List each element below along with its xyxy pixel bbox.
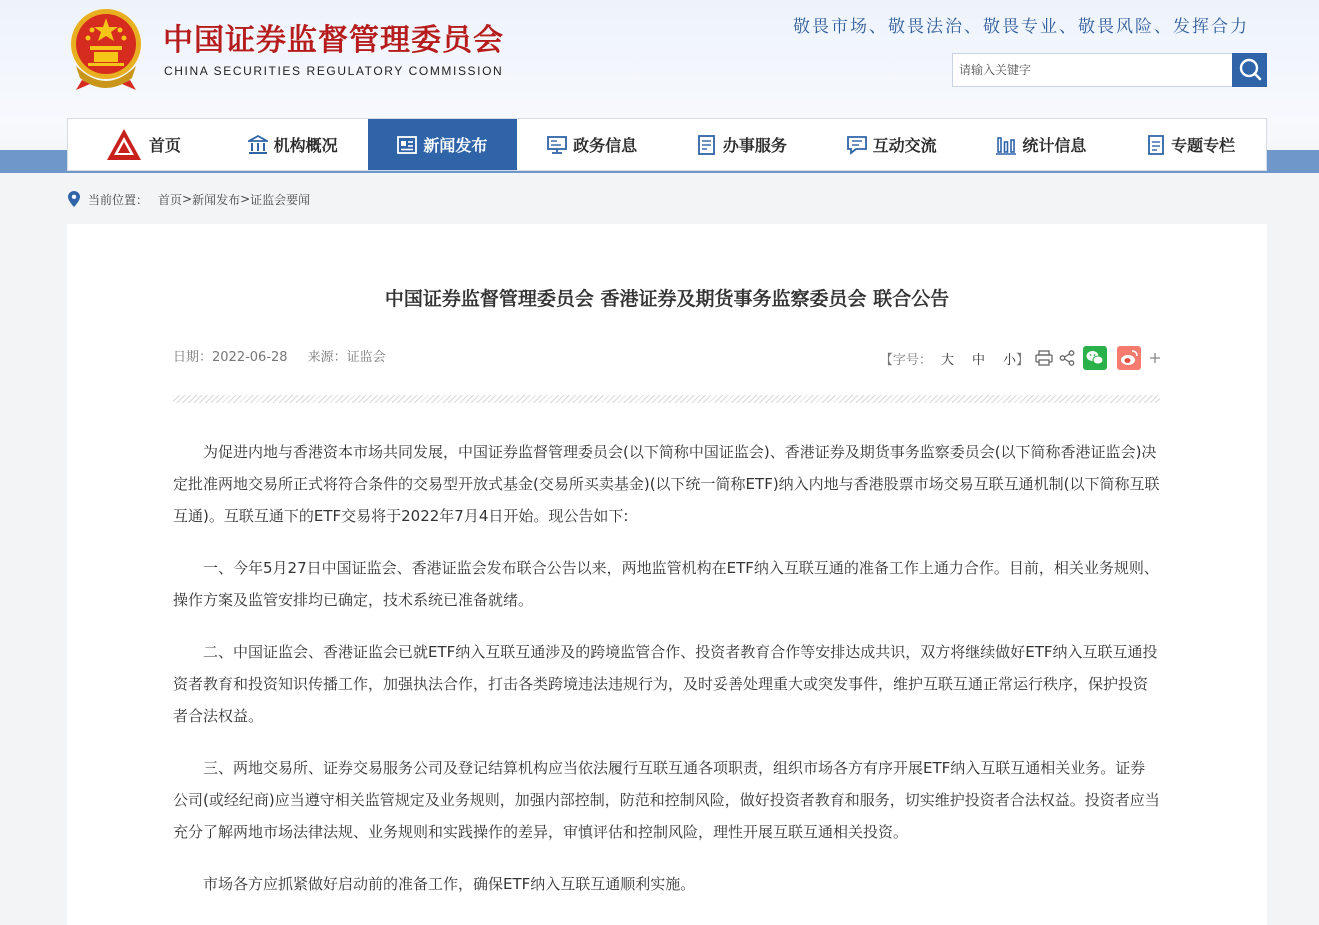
share-button[interactable] (1059, 350, 1075, 366)
nav-item-label: 专题专栏 (1171, 136, 1236, 155)
breadcrumb-current[interactable]: 证监会要闻 (250, 192, 311, 207)
nav-item-news[interactable] (368, 119, 518, 170)
monitor-icon (547, 136, 567, 154)
news-icon (397, 136, 417, 154)
plus-icon (1149, 352, 1161, 364)
article-paragraph: 市场各方应抓紧做好启动前的准备工作，确保ETF纳入互联互通顺利实施。 (203, 875, 696, 893)
nav-item-statistics[interactable] (967, 119, 1117, 170)
nav-item-label: 统计信息 (1022, 136, 1087, 155)
nav-item-label: 办事服务 (722, 136, 787, 155)
article-card (67, 224, 1267, 925)
site-title: 中国证券监督管理委员会 (163, 23, 504, 58)
more-share-button[interactable] (1149, 352, 1161, 364)
divider-stripe (173, 395, 1160, 403)
site-title-en: CHINA SECURITIES REGULATORY COMMISSION (164, 64, 504, 78)
chat-icon (847, 135, 867, 155)
slogan: 敬畏市场、敬畏法治、敬畏专业、敬畏风险、发挥合力 (793, 17, 1249, 37)
nav-item-interaction[interactable] (817, 119, 967, 170)
topic-doc-icon (1147, 135, 1165, 155)
nav-item-institution[interactable] (218, 119, 368, 170)
print-icon (1035, 350, 1053, 366)
wechat-share-button[interactable] (1083, 346, 1107, 370)
nav-item-label: 互动交流 (872, 136, 937, 155)
article-paragraph: 一、今年5月27日中国证监会、香港证监会发布联合公告以来，两地监管机构在ETF纳入互联互通的准备工作上通力合作。目前，相关业务规则、操作方案及监管安排均已确定，技术系统已准备就绪。 (173, 559, 1159, 609)
article-paragraph: 二、中国证监会、香港证监会已就ETF纳入互联互通涉及的跨境监管合作、投资者教育合作等安排达成共识，双方将继续做好ETF纳入互联互通投资者教育和投资知识传播工作，加强执法合作，打击各类跨境违法违规行为，及时妥善处理重大或突发事件，维护互联互通正常运行秩序，保护投资者合法权益。 (173, 643, 1158, 725)
nav-item-topics[interactable] (1116, 119, 1266, 170)
article-meta (173, 346, 386, 365)
location-pin-icon (68, 191, 80, 207)
institution-icon (248, 135, 268, 155)
home-logo-icon (105, 127, 143, 163)
nav-item-government[interactable] (517, 119, 667, 170)
weibo-share-button[interactable] (1117, 346, 1141, 370)
nav-item-label: 机构概况 (273, 136, 338, 155)
search-input[interactable] (953, 54, 1231, 86)
print-button[interactable] (1035, 350, 1053, 366)
nav-item-home[interactable] (68, 119, 218, 170)
nav-item-service[interactable] (667, 119, 817, 170)
breadcrumb (68, 190, 310, 208)
nav-item-label: 首页 (148, 136, 181, 155)
breadcrumb-separator: > (182, 192, 193, 206)
search-box (952, 53, 1267, 87)
main-nav (67, 118, 1267, 171)
breadcrumb-separator: > (240, 192, 251, 206)
font-size-end: 】 (1015, 352, 1029, 368)
breadcrumb-news[interactable]: 新闻发布 (192, 192, 241, 207)
font-size-label: 【字号： (879, 352, 932, 368)
article-body (173, 436, 1160, 920)
bar-chart-icon (996, 135, 1016, 155)
search-button[interactable] (1232, 53, 1267, 87)
breadcrumb-home[interactable]: 首页 (158, 192, 183, 207)
article-tools (880, 346, 1161, 370)
article-paragraph: 三、两地交易所、证券交易服务公司及登记结算机构应当依法履行互联互通各项职责，组织市场各方有序开展ETF纳入互联互通相关业务。证券公司(或经纪商)应当遵守相关监管规定及业务规则，加强内部控制，防范和控制风险，做好投资者教育和服务，切实维护投资者合法权益。投资者应当充分了解两地市场法律法规、业务规则和实践操作的差异，审慎评估和控制风险，理性开展互联互通相关投资。 (173, 759, 1160, 841)
share-icon (1059, 350, 1075, 366)
article-date: 日期：2022-06-28 (173, 350, 288, 365)
article-source: 来源：证监会 (307, 350, 386, 365)
article-title: 中国证券监督管理委员会 香港证券及期货事务监察委员会 联合公告 (384, 288, 950, 310)
breadcrumb-prefix: 当前位置： (88, 192, 149, 207)
weibo-icon (1117, 346, 1141, 370)
article-paragraph: 为促进内地与香港资本市场共同发展，中国证券监督管理委员会(以下简称中国证监会)、香港证券及期货事务监察委员会(以下简称香港证监会)决定批准两地交易所正式将符合条件的交易型开放式基金(交易所买卖基金)(以下统一简称ETF)纳入内地与香港股票市场交易互联互通机制(以下简称互联互通)。互联互通下的ETF交易将于2022年7月4日开始。现公告如下: (173, 443, 1160, 525)
search-icon (1237, 56, 1263, 82)
service-doc-icon (697, 135, 717, 155)
font-size-medium[interactable]: 中 (971, 352, 985, 368)
wechat-icon (1083, 346, 1107, 370)
nav-item-label: 政务信息 (573, 136, 638, 155)
font-size-small[interactable]: 小 (1002, 352, 1016, 368)
nav-item-label: 新闻发布 (423, 136, 488, 155)
national-emblem-icon (66, 6, 146, 92)
font-size-large[interactable]: 大 (940, 352, 954, 368)
